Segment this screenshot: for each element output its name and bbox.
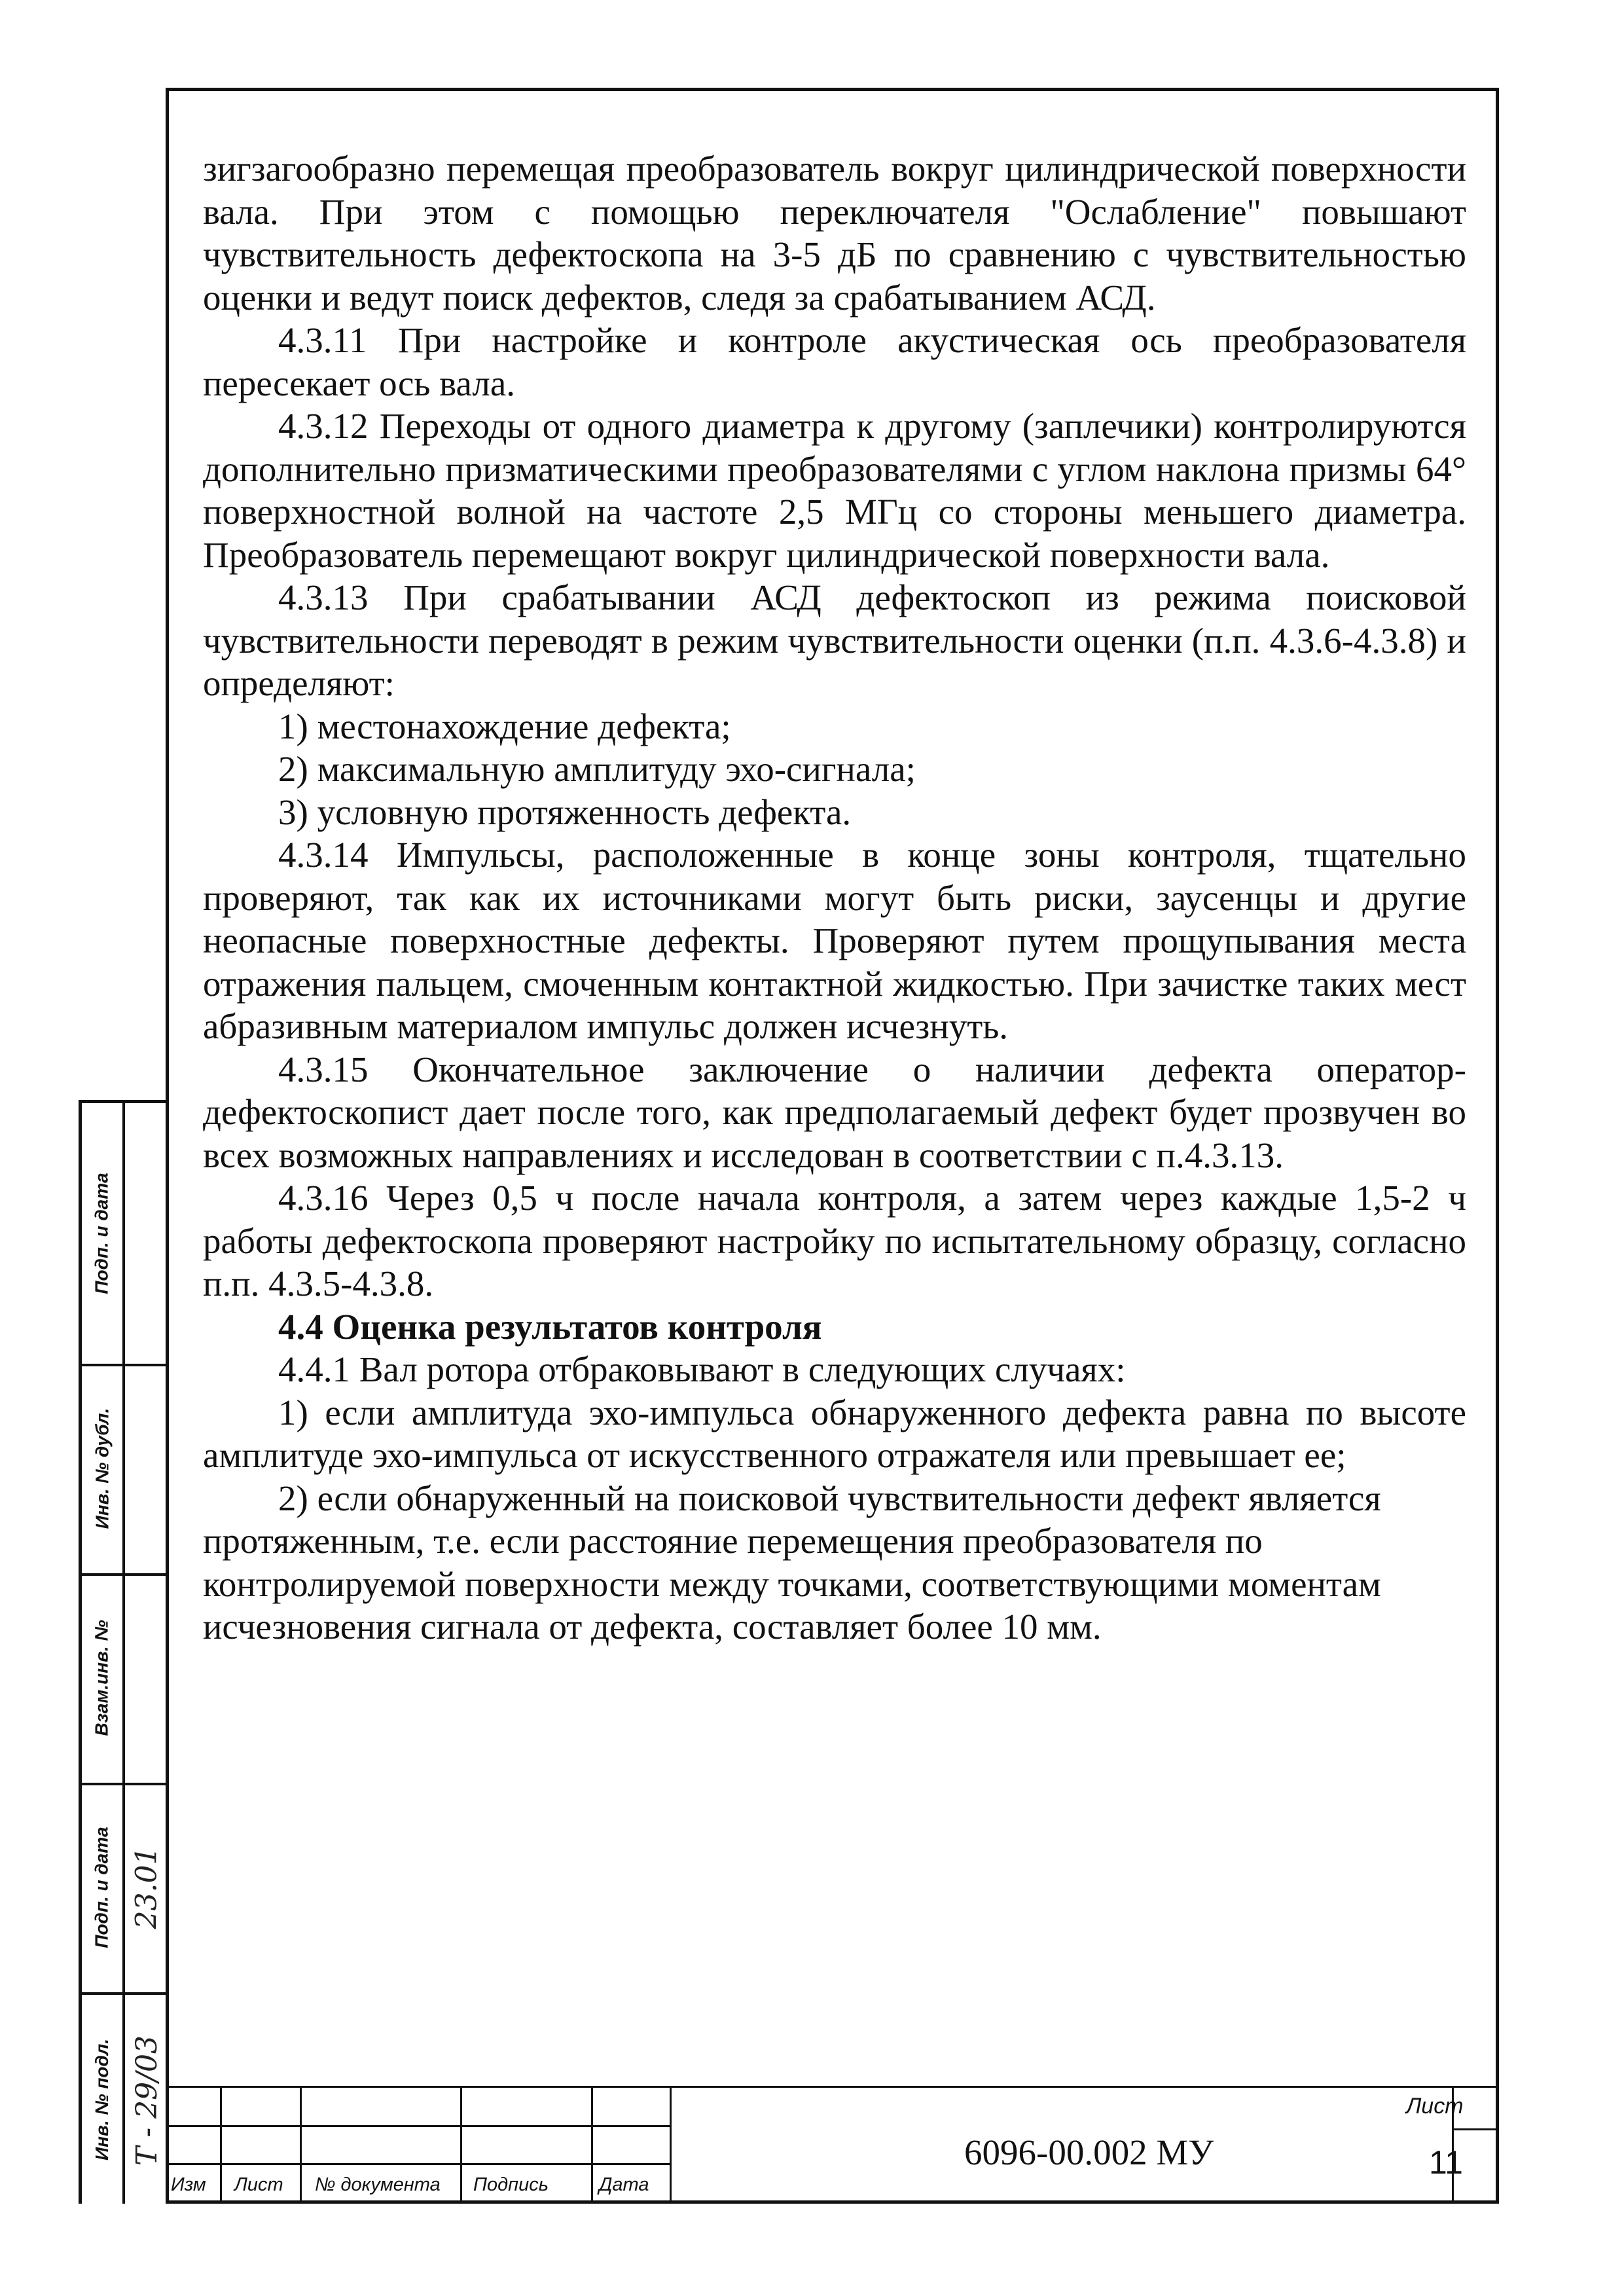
- list-item-3: 3) условную протяженность дефекта.: [278, 792, 852, 832]
- paragraph-4-4-1: 4.4.1 Вал ротора отбраковывают в следующих случаях:: [278, 1349, 1126, 1389]
- paragraph-4-3-11: 4.3.11 При настройке и контроле акустическая ось преобразователя пересекает ось вала.: [203, 320, 1466, 403]
- col-doc-label: № документа: [315, 2174, 441, 2195]
- paragraph-4-3-16: 4.3.16 Через 0,5 ч после начала контроля, а затем через каждые 1,5-2 ч работы дефектоскопа проверяют настройку по испытательному образцу, согласно п.п. 4.3.5-4.3.8.: [203, 1178, 1466, 1303]
- handwritten-date: 23.01: [130, 1846, 164, 1929]
- document-number: 6096-00.002 МУ: [964, 2132, 1214, 2172]
- side-stamp: [79, 1100, 166, 2204]
- col-izm-label: Изм: [171, 2174, 206, 2195]
- podp-data-bottom-label: Подп. и дата: [92, 1827, 113, 1948]
- col-list-label: Лист: [234, 2174, 283, 2195]
- vzam-inv-label: Взам.инв. №: [92, 1620, 112, 1736]
- col-sign-label: Подпись: [473, 2174, 549, 2195]
- section-heading-4-4: 4.4 Оценка результатов контроля: [278, 1306, 822, 1347]
- inv-podl-label: Инв. № подл.: [92, 2038, 113, 2161]
- list-item-1: 1) местонахождение дефекта;: [278, 706, 731, 746]
- paragraph-4-3-12: 4.3.12 Переходы от одного диаметра к другому (заплечики) контролируются дополнительно призматическими преобразователями с углом наклона призмы 64° поверхностной волной на частоте 2,5 МГц со стороны меньшего диаметра. Преобразователь перемещают вокруг цилиндрической поверхности вала.: [203, 406, 1466, 575]
- col-date-label: Дата: [599, 2174, 649, 2195]
- paragraph-4-3-13: 4.3.13 При срабатывании АСД дефектоскоп из режима поисковой чувствительности переводят в режим чувствительности оценки (п.п. 4.3.6-4.3.8) и определяют:: [203, 577, 1466, 703]
- handwritten-inv-number: Т - 29/03: [130, 2035, 164, 2166]
- inv-dubl-label: Инв. № дубл.: [92, 1408, 112, 1529]
- paragraph-4-3-14: 4.3.14 Импульсы, расположенные в конце зоны контроля, тщательно проверяют, так как их источниками могут быть риски, заусенцы и другие неопасные поверхностные дефекты. Проверяют путем прощупывания места отражения пальцем, смоченным контактной жидкостью. При зачистке таких мест абразивным материалом импульс должен исчезнуть.: [203, 835, 1466, 1046]
- sheet-number: 11: [1429, 2144, 1463, 2181]
- paragraph-4-3-15: 4.3.15 Окончательное заключение о наличии дефекта оператор-дефектоскопист дает после того, как предполагаемый дефект будет прозвучен во всех возможных направлениях и исследован в соответствии с п.4.3.13.: [203, 1049, 1466, 1175]
- list-item-2: 2) максимальную амплитуду эхо-сигнала;: [278, 749, 916, 789]
- document-body: [203, 147, 1466, 1649]
- reject-case-1: 1) если амплитуда эхо-импульса обнаруженного дефекта равна по высоте амплитуде эхо-импульса от искусственного отражателя или превышает ее;: [203, 1392, 1466, 1475]
- podp-data-top-label: Подп. и дата: [92, 1173, 113, 1294]
- sheet-label: Лист: [1406, 2094, 1464, 2119]
- title-block: [166, 2086, 1499, 2204]
- paragraph-continuation: зигзагообразно перемещая преобразователь вокруг цилиндрической поверхности вала. При этом с помощью переключателя "Ослабление" повышают чувствительность дефектоскопа на 3-5 дБ по сравнению с чувствительностью оценки и ведут поиск дефектов, следя за срабатыванием АСД.: [203, 149, 1466, 318]
- reject-case-2: 2) если обнаруженный на поисковой чувствительности дефект является протяженным, т.е. если расстояние перемещения преобразователя по контролируемой поверхности между точками, соответствующими моментам исчезновения сигнала от дефекта, составляет более 10 мм.: [203, 1478, 1381, 1647]
